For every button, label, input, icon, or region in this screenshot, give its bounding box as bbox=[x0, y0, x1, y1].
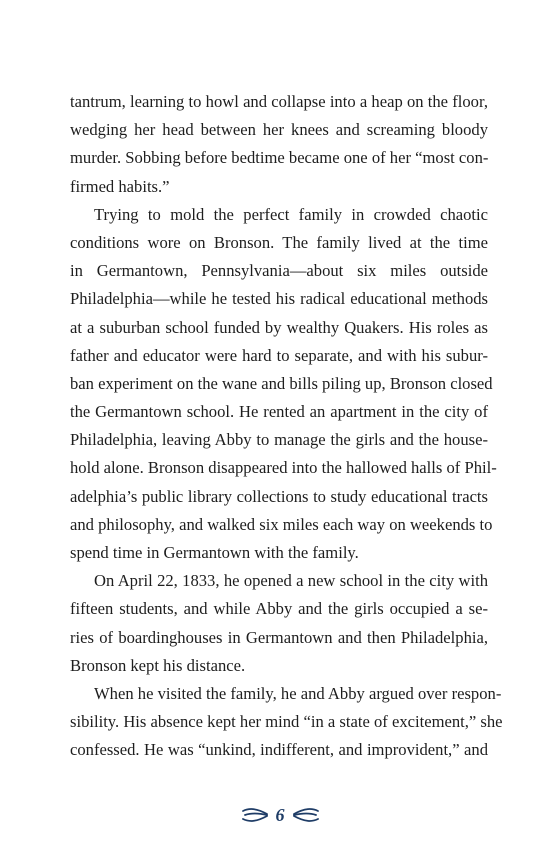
text-line: confessed. He was “unkind, indifferent, and improvident,” and bbox=[70, 740, 488, 760]
text-line: firmed habits.” bbox=[70, 176, 170, 196]
text-line: fifteen students, and while Abby and the girls occupied a se- bbox=[70, 599, 488, 619]
text-line: sibility. His absence kept her mind “in a state of excitement,” she bbox=[70, 712, 503, 732]
text-line: the Germantown school. He rented an apartment in the city of bbox=[70, 402, 488, 422]
text-line: Philadelphia, leaving Abby to manage the girls and the house- bbox=[70, 430, 488, 450]
paragraph bbox=[70, 680, 503, 765]
right-ornament-icon bbox=[293, 807, 319, 823]
paragraph bbox=[70, 201, 497, 567]
text-line: ban experiment on the wane and bills piling up, Bronson closed bbox=[70, 373, 493, 393]
page-body bbox=[70, 88, 503, 765]
paragraph bbox=[70, 88, 488, 201]
text-line: adelphia’s public library collections to study educational tracts bbox=[70, 486, 488, 506]
text-line: at a suburban school funded by wealthy Quakers. His roles as bbox=[70, 317, 488, 337]
text-line: Philadelphia—while he tested his radical educational methods bbox=[70, 289, 488, 309]
text-line: spend time in Germantown with the family. bbox=[70, 543, 359, 562]
left-ornament-icon bbox=[242, 807, 268, 823]
text-line: conditions wore on Bronson. The family lived at the time bbox=[70, 232, 488, 252]
text-line: When he visited the family, he and Abby argued over respon- bbox=[94, 683, 502, 703]
page-number: 6 bbox=[275, 805, 285, 825]
text-line: Trying to mold the perfect family in crowded chaotic bbox=[94, 204, 488, 224]
text-line: in Germantown, Pennsylvania—about six miles outside bbox=[70, 261, 488, 281]
text-line: ries of boardinghouses in Germantown and then Philadelphia, bbox=[70, 627, 488, 647]
page-footer bbox=[0, 803, 560, 827]
text-line: wedging her head between her knees and screaming bloody bbox=[70, 120, 488, 140]
text-line: hold alone. Bronson disappeared into the hallowed halls of Phil- bbox=[70, 458, 497, 478]
text-line: murder. Sobbing before bedtime became one of her “most con- bbox=[70, 148, 489, 168]
text-line: tantrum, learning to howl and collapse into a heap on the floor, bbox=[70, 92, 488, 111]
text-line: father and educator were hard to separate, and with his subur- bbox=[70, 345, 488, 365]
paragraph bbox=[70, 567, 488, 680]
text-line: On April 22, 1833, he opened a new school in the city with bbox=[94, 571, 488, 591]
text-line: Bronson kept his distance. bbox=[70, 655, 246, 675]
text-line: and philosophy, and walked six miles each way on weekends to bbox=[70, 514, 493, 534]
